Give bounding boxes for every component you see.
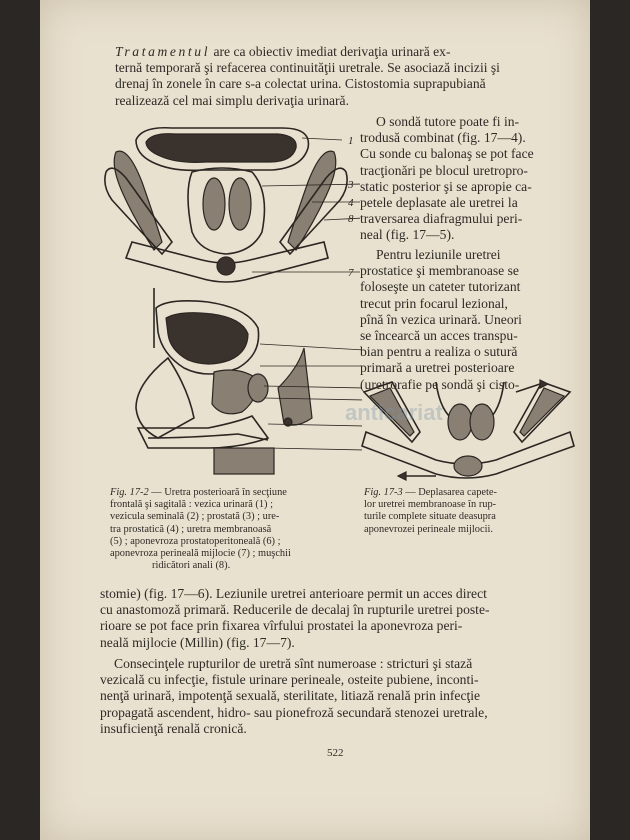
caption-line: aponevroza perineală mijlocie (7) ; muşchii: [110, 548, 291, 560]
page-number: 522: [327, 747, 344, 759]
caption-line: turile complete situate deasupra: [364, 511, 496, 523]
caption-line: aponevrozei perineale mijlocii.: [364, 523, 493, 535]
paragraph-consequences: [100, 656, 570, 737]
text-line: tracţionări pe blocul uretropro-: [360, 162, 528, 178]
text-line: neal (fig. 17—5).: [360, 227, 455, 243]
figure-label: 3: [348, 179, 354, 191]
text-line: se încearcă un acces transpu-: [360, 328, 518, 344]
paragraph-anterior: [100, 586, 570, 651]
text-line: cu anastomoză primară. Reducerile de decalaj în rupturile uretrei poste-: [100, 602, 490, 618]
text-line: nenţă urinară, impotenţă sexuală, sterilitate, litiază renală prin infecţie: [100, 688, 481, 704]
caption-id: Fig. 17-3: [364, 487, 403, 498]
text-line: pînă în vezica urinară. Uneori: [360, 311, 522, 327]
watermark: anticariat: [345, 400, 443, 425]
text-line: Cu sonde cu balonaş se pot face: [360, 146, 534, 162]
text-line: prostatice şi membranoase se: [360, 263, 519, 279]
figure-label: 7: [348, 267, 354, 279]
text-line: trodusă combinat (fig. 17—4).: [360, 130, 526, 146]
caption-line: ridicători anali (8).: [152, 560, 231, 572]
paragraph-probe: [360, 114, 570, 244]
figure-label: 4: [348, 197, 354, 209]
text-line: (uretrorafie pe sondă şi cisto-: [360, 376, 520, 392]
text-line: stomie) (fig. 17—6). Leziunile uretrei anterioare permit un acces direct: [100, 586, 487, 601]
paragraph-treatment: [115, 44, 567, 109]
text-line: drenaj în zonele în care s-a colectat urina. Cistostomia suprapubiană: [115, 76, 486, 92]
text-line: realizează cel mai simplu derivaţia urinară.: [115, 92, 349, 108]
figure-17-2-sagittal: [128, 288, 362, 476]
caption-line: tra prostatică (4) ; uretra membranoasă: [110, 523, 272, 535]
text-line: insuficienţă renală cronică.: [100, 720, 247, 736]
figure-label: 1: [348, 135, 354, 147]
text-line: propagată ascendent, hidro- sau pionefroză secundară stenozei uretrale,: [100, 704, 488, 720]
text-line: static posterior şi se apropie ca-: [360, 178, 532, 194]
text-line: foloseşte un cateter tutorizant: [360, 279, 521, 295]
caption-fig-17-2: Fig. 17-2 — Uretra posterioară în secţiune frontală şi sagitală : vezica urinară (1) ; vezicula seminală (2) ; prostată (3) ; ure- tra prostatică (4) ; uretra membranoasă (5) ; aponevroza prostatoperitoneală (6) ; aponevroza perineală mijlocie (7) ; muşchii ridicători anali (8).: [110, 487, 360, 572]
caption-line: vezicula seminală (2) ; prostată (3) ; ure-: [110, 511, 280, 523]
paragraph-lesions: [360, 247, 570, 393]
text-line: rioare se pot face prin fixarea vîrfului prostatei la aponevroza peri-: [100, 618, 463, 634]
caption-id: Fig. 17-2: [110, 487, 149, 498]
text-line: Consecinţele rupturilor de uretră sînt numeroase : stricturi şi stază: [114, 656, 473, 671]
figure-17-2-frontal: [102, 122, 360, 292]
figure-17-3: [356, 372, 584, 486]
text-line: Tratamentul are ca obiectiv imediat derivaţia urinară ex-: [115, 44, 451, 59]
text-line: traversarea diafragmului peri-: [360, 211, 523, 227]
book-page: [40, 0, 590, 840]
figure-label: 8: [348, 213, 354, 225]
caption-line: frontală şi sagitală : vezica urinară (1) ;: [110, 499, 273, 511]
caption-line: (5) ; aponevroza prostatoperitoneală (6) ;: [110, 535, 281, 547]
caption-line: lor uretrei membranoase în rup-: [364, 499, 497, 511]
text-line: vezicală cu infecţie, fistule urinare perineale, osteite pubiene, inconti-: [100, 672, 479, 688]
text-line: ternă temporară şi refacerea continuităţii uretrale. Se asociază incizii şi: [115, 60, 500, 76]
text-line: primară a uretrei posterioare: [360, 360, 515, 376]
text-line: neală mijlocie (Millin) (fig. 17—7).: [100, 634, 295, 650]
lead-word: Tratamentul: [115, 44, 211, 59]
text-line: Pentru leziunile uretrei: [376, 247, 501, 262]
text-line: bian pentru a realiza o sutură: [360, 344, 518, 360]
text-line: trecut prin focarul lezional,: [360, 295, 508, 311]
text-line: petele deplasate ale uretrei la: [360, 195, 518, 211]
caption-fig-17-3: Fig. 17-3 — Deplasarea capete- lor uretrei membranoase în rup- turile complete situate deasupra aponevrozei perineale mijlocii.: [364, 487, 564, 536]
text-line: O sondă tutore poate fi in-: [376, 114, 520, 129]
